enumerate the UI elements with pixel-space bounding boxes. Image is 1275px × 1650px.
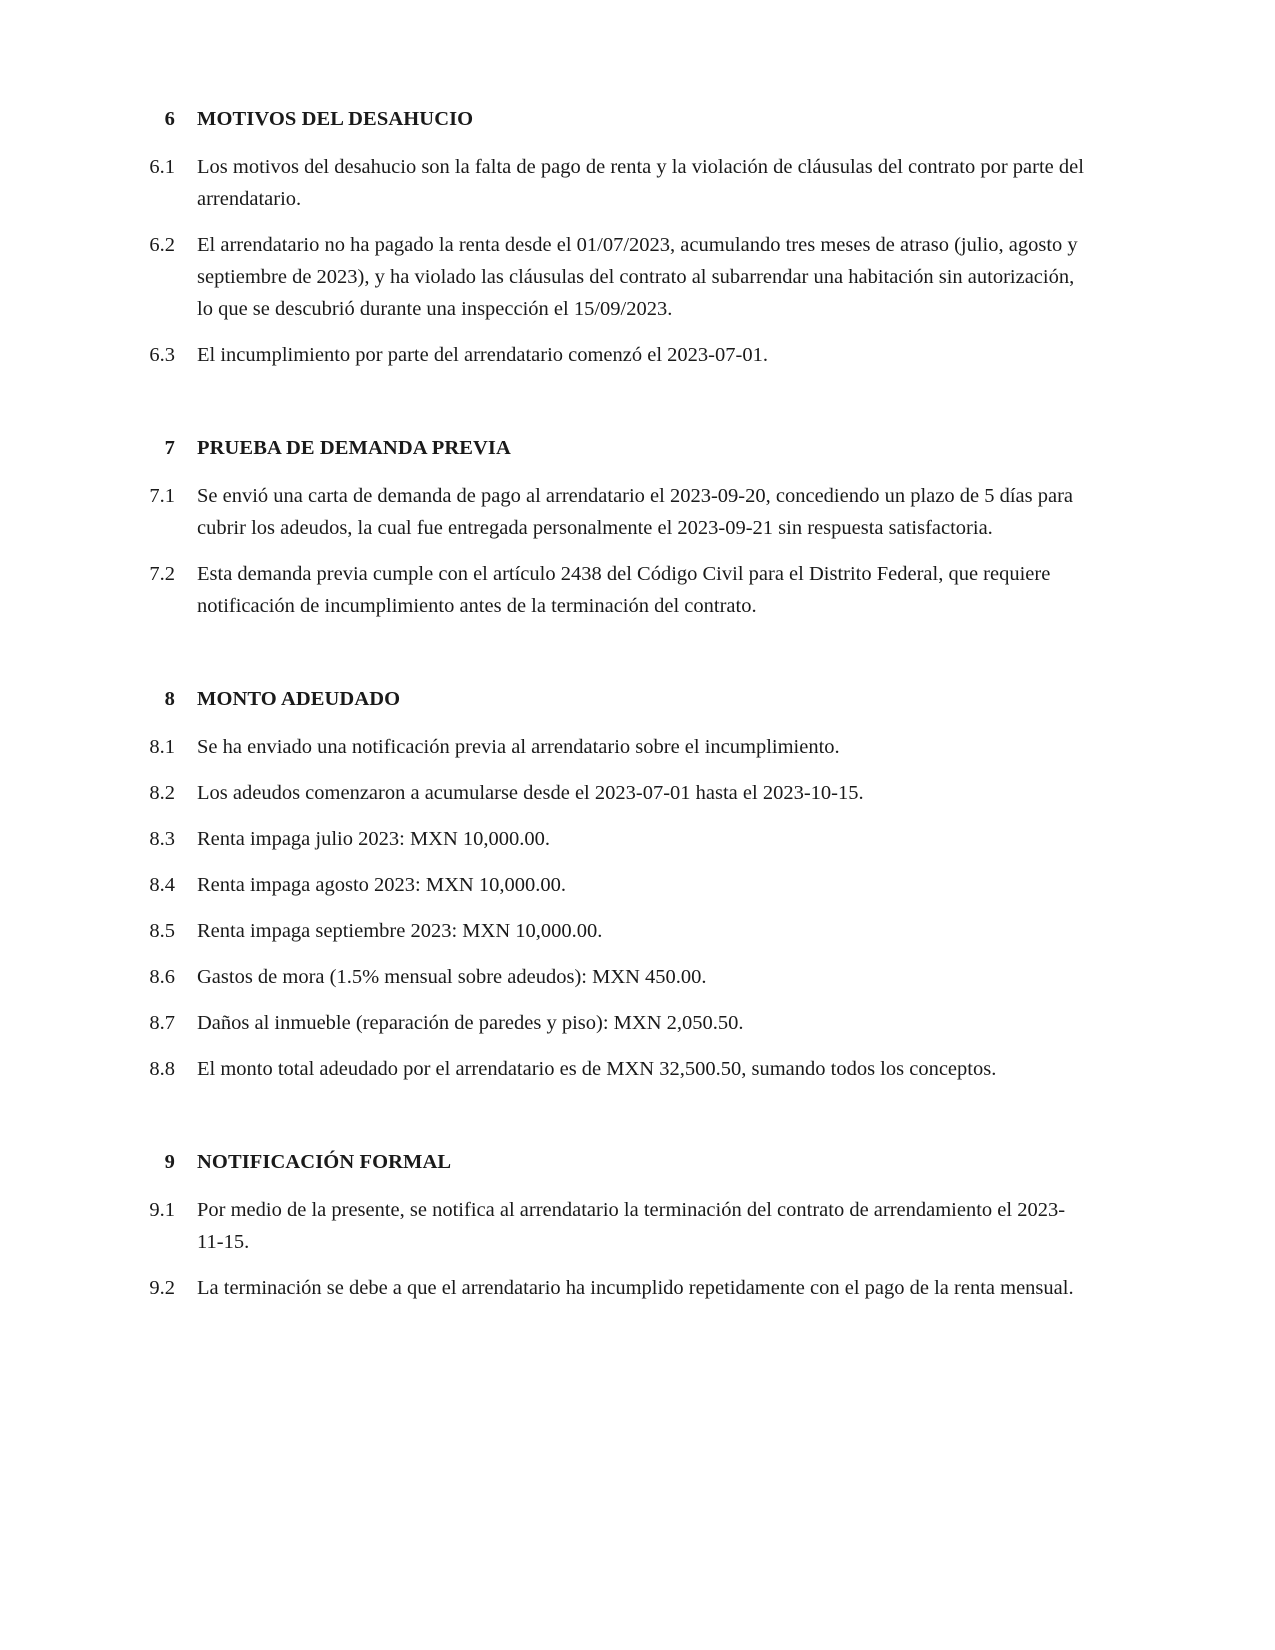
clause-text: Los adeudos comenzaron a acumularse desde el 2023-07-01 hasta el 2023-10-15. [197, 782, 864, 804]
clause [148, 1007, 1090, 1039]
clause-number: 8.8 [149, 1058, 175, 1080]
clause-number: 8.4 [149, 874, 175, 896]
section-prueba-de-demanda-previa [148, 433, 1090, 622]
section-monto-adeudado [148, 684, 1090, 1085]
section-title: NOTIFICACIÓN FORMAL [197, 1151, 452, 1173]
section-heading [148, 433, 1090, 463]
section-heading [148, 104, 1090, 134]
clause-text: Renta impaga agosto 2023: MXN 10,000.00. [197, 874, 566, 896]
clause-number: 8.1 [149, 736, 175, 758]
clause-text: Se ha enviado una notificación previa al arrendatario sobre el incumplimiento. [197, 736, 840, 758]
clause-number: 7.2 [149, 563, 175, 585]
section-heading [148, 684, 1090, 714]
clause-number: 9.2 [149, 1277, 175, 1299]
clause-text: Renta impaga septiembre 2023: MXN 10,000.00. [197, 920, 603, 942]
clause [148, 229, 1090, 325]
clause [148, 731, 1090, 763]
clause-text: Renta impaga julio 2023: MXN 10,000.00. [197, 828, 551, 850]
clause [148, 869, 1090, 901]
clause-number: 8.2 [149, 782, 175, 804]
clause-text: Daños al inmueble (reparación de paredes y piso): MXN 2,050.50. [197, 1012, 744, 1034]
clause [148, 1272, 1090, 1304]
clause-text: Gastos de mora (1.5% mensual sobre adeudos): MXN 450.00. [197, 966, 707, 988]
clause [148, 823, 1090, 855]
clause [148, 558, 1090, 622]
clause-text: Los motivos del desahucio son la falta de pago de renta y la violación de cláusulas del contrato por parte del arrendatario. [197, 156, 1084, 210]
clause [148, 961, 1090, 993]
clause [148, 339, 1090, 371]
section-number: 7 [164, 437, 175, 459]
section-title: MOTIVOS DEL DESAHUCIO [197, 108, 474, 130]
clause-number: 6.3 [149, 344, 175, 366]
clause [148, 151, 1090, 215]
clause-text: La terminación se debe a que el arrendatario ha incumplido repetidamente con el pago de la renta mensual. [197, 1277, 1074, 1299]
clause-number: 9.1 [149, 1199, 175, 1221]
clause-number: 8.3 [149, 828, 175, 850]
clause-text: El monto total adeudado por el arrendatario es de MXN 32,500.50, sumando todos los conceptos. [197, 1058, 997, 1080]
clause [148, 915, 1090, 947]
clause [148, 777, 1090, 809]
clause-text: El arrendatario no ha pagado la renta desde el 01/07/2023, acumulando tres meses de atraso (julio, agosto y septiembre de 2023), y ha violado las cláusulas del contrato al subarrendar una habitación sin autorización, lo que se descubrió durante una inspección el 15/09/2023. [197, 234, 1078, 320]
clause-text: El incumplimiento por parte del arrendatario comenzó el 2023-07-01. [197, 344, 768, 366]
section-title: MONTO ADEUDADO [197, 688, 401, 710]
section-motivos-del-desahucio [148, 104, 1090, 371]
clause-number: 6.2 [149, 234, 175, 256]
section-number: 9 [164, 1151, 175, 1173]
clause [148, 1053, 1090, 1085]
section-notificacion-formal [148, 1147, 1090, 1304]
clause-text: Se envió una carta de demanda de pago al arrendatario el 2023-09-20, concediendo un plazo de 5 días para cubrir los adeudos, la cual fue entregada personalmente el 2023-09-21 sin respuesta satisfactoria. [197, 485, 1074, 539]
clause [148, 1194, 1090, 1258]
clause-number: 6.1 [149, 156, 175, 178]
section-title: PRUEBA DE DEMANDA PREVIA [197, 437, 511, 459]
clause-text: Por medio de la presente, se notifica al arrendatario la terminación del contrato de arrendamiento el 2023-11-15. [197, 1199, 1066, 1253]
clause [148, 480, 1090, 544]
section-number: 6 [164, 108, 175, 130]
clause-number: 7.1 [149, 485, 175, 507]
clause-number: 8.6 [149, 966, 175, 988]
section-number: 8 [164, 688, 175, 710]
section-heading [148, 1147, 1090, 1177]
clause-text: Esta demanda previa cumple con el artículo 2438 del Código Civil para el Distrito Federal, que requiere notificación de incumplimiento antes de la terminación del contrato. [197, 563, 1051, 617]
clause-number: 8.7 [149, 1012, 175, 1034]
clause-number: 8.5 [149, 920, 175, 942]
